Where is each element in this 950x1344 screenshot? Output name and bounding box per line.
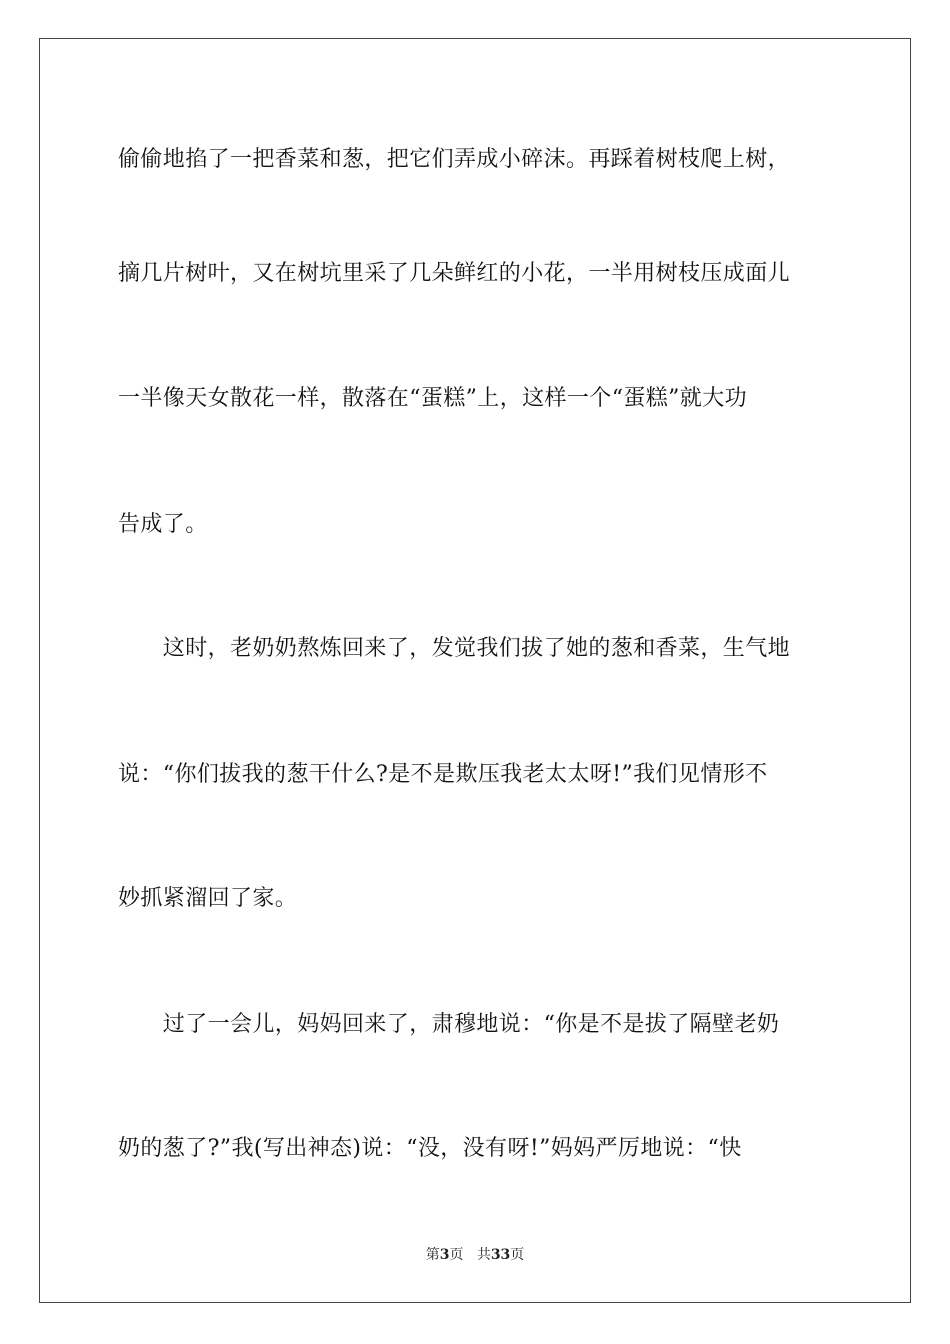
body-text-line: 妙抓紧溜回了家。 — [118, 886, 298, 911]
body-text-line: 告成了。 — [118, 512, 208, 537]
total-pages-number: 33 — [490, 1247, 511, 1263]
footer-page-suffix: 页 — [449, 1247, 464, 1263]
body-text-line: 奶的葱了?”我(写出神态)说：“没，没有呀!”妈妈严厉地说：“快 — [118, 1136, 742, 1161]
page-frame — [39, 38, 911, 1303]
body-text-line: 这时，老奶奶熬炼回来了，发觉我们拔了她的葱和香菜，生气地 — [118, 636, 791, 661]
footer-prefix: 第 — [425, 1247, 440, 1263]
current-page-number: 3 — [439, 1247, 450, 1263]
body-text-line: 摘几片树叶，又在树坑里采了几朵鲜红的小花，一半用树枝压成面儿 — [118, 261, 791, 286]
footer-total-prefix: 共 — [476, 1247, 491, 1263]
body-text-line: 说：“你们拔我的葱干什么?是不是欺压我老太太呀!”我们见情形不 — [118, 762, 768, 787]
body-text-line: 一半像天女散花一样，散落在“蛋糕”上，这样一个“蛋糕”就大功 — [118, 386, 747, 411]
body-text-line: 过了一会儿，妈妈回来了，肃穆地说：“你是不是拔了隔壁老奶 — [118, 1012, 780, 1037]
footer-total-suffix: 页 — [510, 1247, 525, 1263]
body-text-line: 偷偷地掐了一把香菜和葱，把它们弄成小碎沫。再踩着树枝爬上树， — [118, 147, 791, 172]
page-footer — [0, 1246, 950, 1264]
